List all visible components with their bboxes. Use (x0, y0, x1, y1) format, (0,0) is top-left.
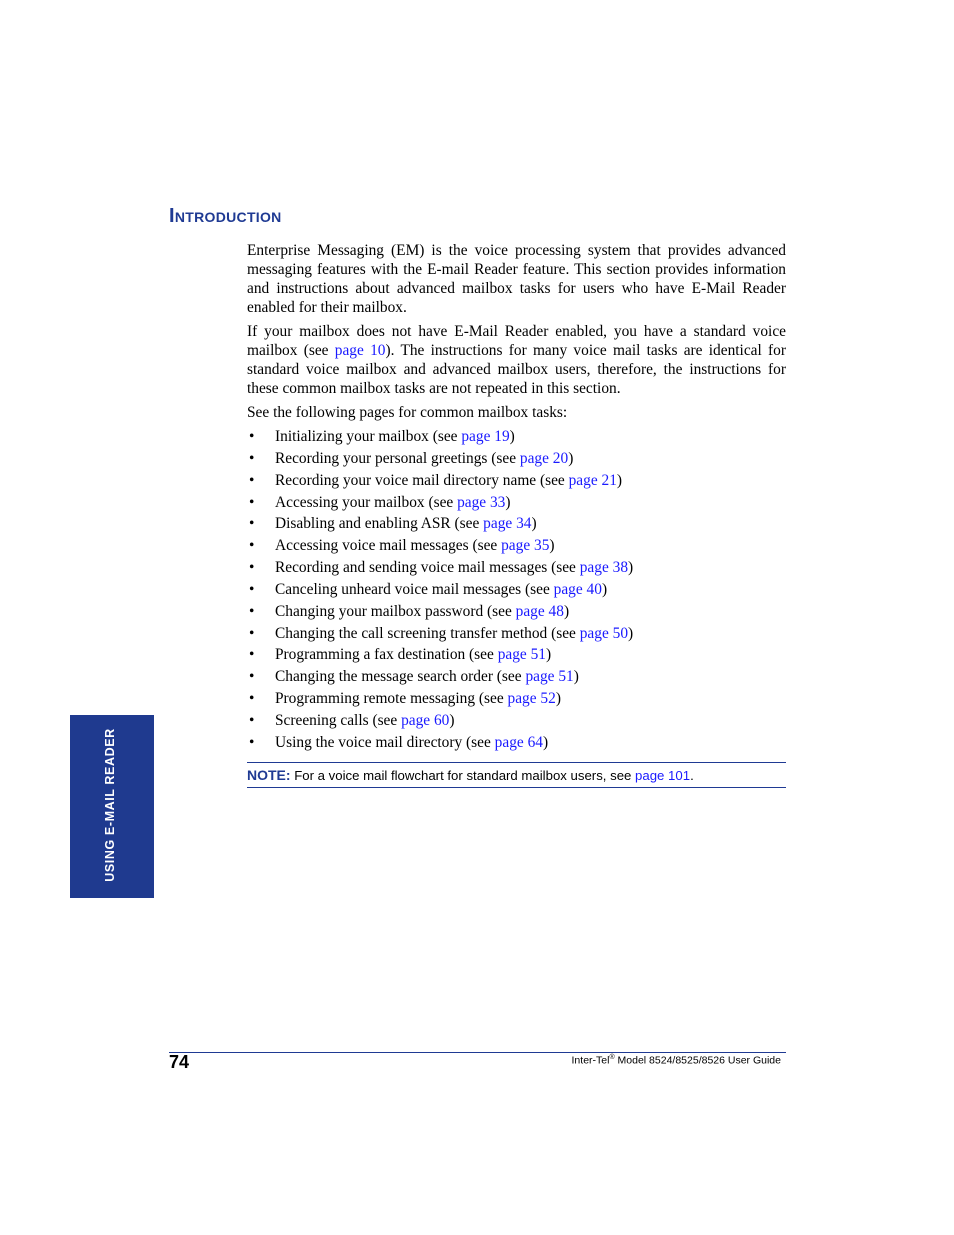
paragraph-text: ). The instructions for many voice mail tasks are identical for standard voice mailbox and advanced mailbox users, therefore, the instructions for these common mailbox tasks are not repeated in this section. (247, 342, 786, 397)
task-text: Programming remote messaging (see (275, 690, 508, 708)
page-link[interactable]: page 33 (457, 493, 506, 511)
page-link[interactable]: page 38 (579, 559, 629, 577)
page-link[interactable]: page 51 (525, 668, 574, 686)
task-close: ) (531, 515, 537, 533)
bullet: • (249, 711, 255, 729)
list-item (247, 580, 786, 602)
section-heading: Introduction (169, 205, 282, 227)
task-close: ) (601, 580, 608, 598)
page-link[interactable]: page 52 (507, 690, 556, 708)
tasks-intro: See the following pages for common mailbox tasks: (247, 404, 568, 421)
task-text: Recording your personal greetings (see (275, 449, 520, 467)
page-link[interactable]: page 101 (635, 768, 691, 783)
page-number: 74 (169, 1052, 190, 1072)
task-close: ) (509, 428, 515, 445)
footer-guide-name: Model 8524/8525/8526 User Guide (614, 1054, 781, 1067)
task-close: ) (568, 449, 574, 467)
task-text: Initializing your mailbox (see (275, 428, 462, 445)
task-close: ) (449, 711, 455, 729)
bullet: • (249, 602, 255, 620)
page-link[interactable]: page 64 (494, 733, 543, 751)
page-link[interactable]: page 20 (519, 449, 569, 467)
bullet: • (249, 428, 255, 445)
list-item (247, 733, 786, 755)
task-close: ) (616, 471, 623, 489)
task-close: ) (545, 646, 552, 664)
standard-mailbox-paragraph (247, 322, 786, 398)
list-item (247, 493, 786, 515)
page-link[interactable]: page 19 (461, 428, 510, 445)
page-link[interactable]: page 60 (401, 711, 450, 729)
task-text: Using the voice mail directory (see (275, 733, 495, 751)
list-item (247, 624, 786, 646)
bullet: • (249, 449, 255, 467)
bullet: • (249, 646, 255, 664)
bullet: • (249, 733, 255, 751)
task-text: Disabling and enabling ASR (see (275, 515, 484, 533)
list-item (247, 536, 786, 558)
bullet: • (249, 537, 255, 555)
task-close: ) (573, 668, 579, 686)
task-close: ) (628, 624, 634, 642)
list-item (247, 514, 786, 536)
task-text: Accessing your mailbox (see (275, 493, 458, 511)
task-text: Recording your voice mail directory name (see (275, 471, 569, 489)
note-end: . (690, 768, 694, 783)
chapter-side-tab (70, 715, 154, 898)
task-text: Canceling unheard voice mail messages (see (275, 580, 554, 598)
page-link[interactable]: page 51 (497, 646, 546, 664)
chapter-tab-label: USING E-MAIL READER (103, 728, 117, 882)
bullet: • (249, 515, 255, 533)
bullet: • (249, 471, 255, 489)
list-item (247, 711, 786, 733)
page-link[interactable]: page 50 (579, 624, 629, 642)
list-item (247, 667, 786, 689)
page-link[interactable]: page 34 (483, 515, 532, 533)
task-text: Changing your mailbox password (see (275, 602, 516, 620)
bullet: • (249, 493, 255, 511)
bullet: • (249, 559, 255, 577)
task-close: ) (549, 537, 555, 555)
bullet: • (249, 580, 255, 598)
list-item (247, 427, 786, 449)
task-text: Recording and sending voice mail messages (see (275, 559, 580, 577)
task-text: Accessing voice mail messages (see (275, 537, 502, 555)
bullet: • (249, 668, 255, 686)
bullet: • (249, 624, 255, 642)
page-link[interactable]: page 10 (334, 342, 386, 359)
task-text: Changing the call screening transfer method (see (275, 624, 580, 642)
list-item (247, 645, 786, 667)
footer-brand: Inter-Tel (571, 1054, 610, 1067)
task-close: ) (563, 602, 570, 620)
task-text: Changing the message search order (see (275, 668, 526, 686)
page-link[interactable]: page 40 (553, 580, 602, 598)
intro-paragraph: Enterprise Messaging (EM) is the voice processing system that provides advanced messaging features with the E-mail Reader feature. This section provides information and instructions about advanced mailbox tasks for users who have E-Mail Reader enabled for their mailbox. (247, 242, 786, 316)
tasks-list (247, 427, 786, 755)
task-text: Programming a fax destination (see (275, 646, 498, 664)
footer-guide-title (572, 1054, 781, 1067)
footer-divider (169, 1052, 786, 1053)
note-box (247, 762, 786, 788)
list-item (247, 471, 786, 493)
list-item (247, 602, 786, 624)
paragraph-text: If your mailbox does not have E-Mail Reader enabled, you have a standard voice mailbox (see (247, 323, 786, 359)
task-close: ) (505, 493, 511, 511)
page-link[interactable]: page 35 (501, 537, 550, 555)
page-link[interactable]: page 48 (515, 602, 564, 620)
task-close: ) (542, 733, 549, 751)
list-item (247, 449, 786, 471)
list-item (247, 558, 786, 580)
task-close: ) (628, 559, 634, 577)
task-close: ) (555, 690, 561, 708)
list-item (247, 689, 786, 711)
task-text: Screening calls (see (275, 711, 402, 729)
page-link[interactable]: page 21 (568, 471, 617, 489)
note-label: NOTE: (247, 767, 291, 783)
bullet: • (249, 690, 255, 708)
note-text: For a voice mail flowchart for standard mailbox users, see (290, 768, 636, 783)
registered-mark: ® (609, 1054, 615, 1061)
